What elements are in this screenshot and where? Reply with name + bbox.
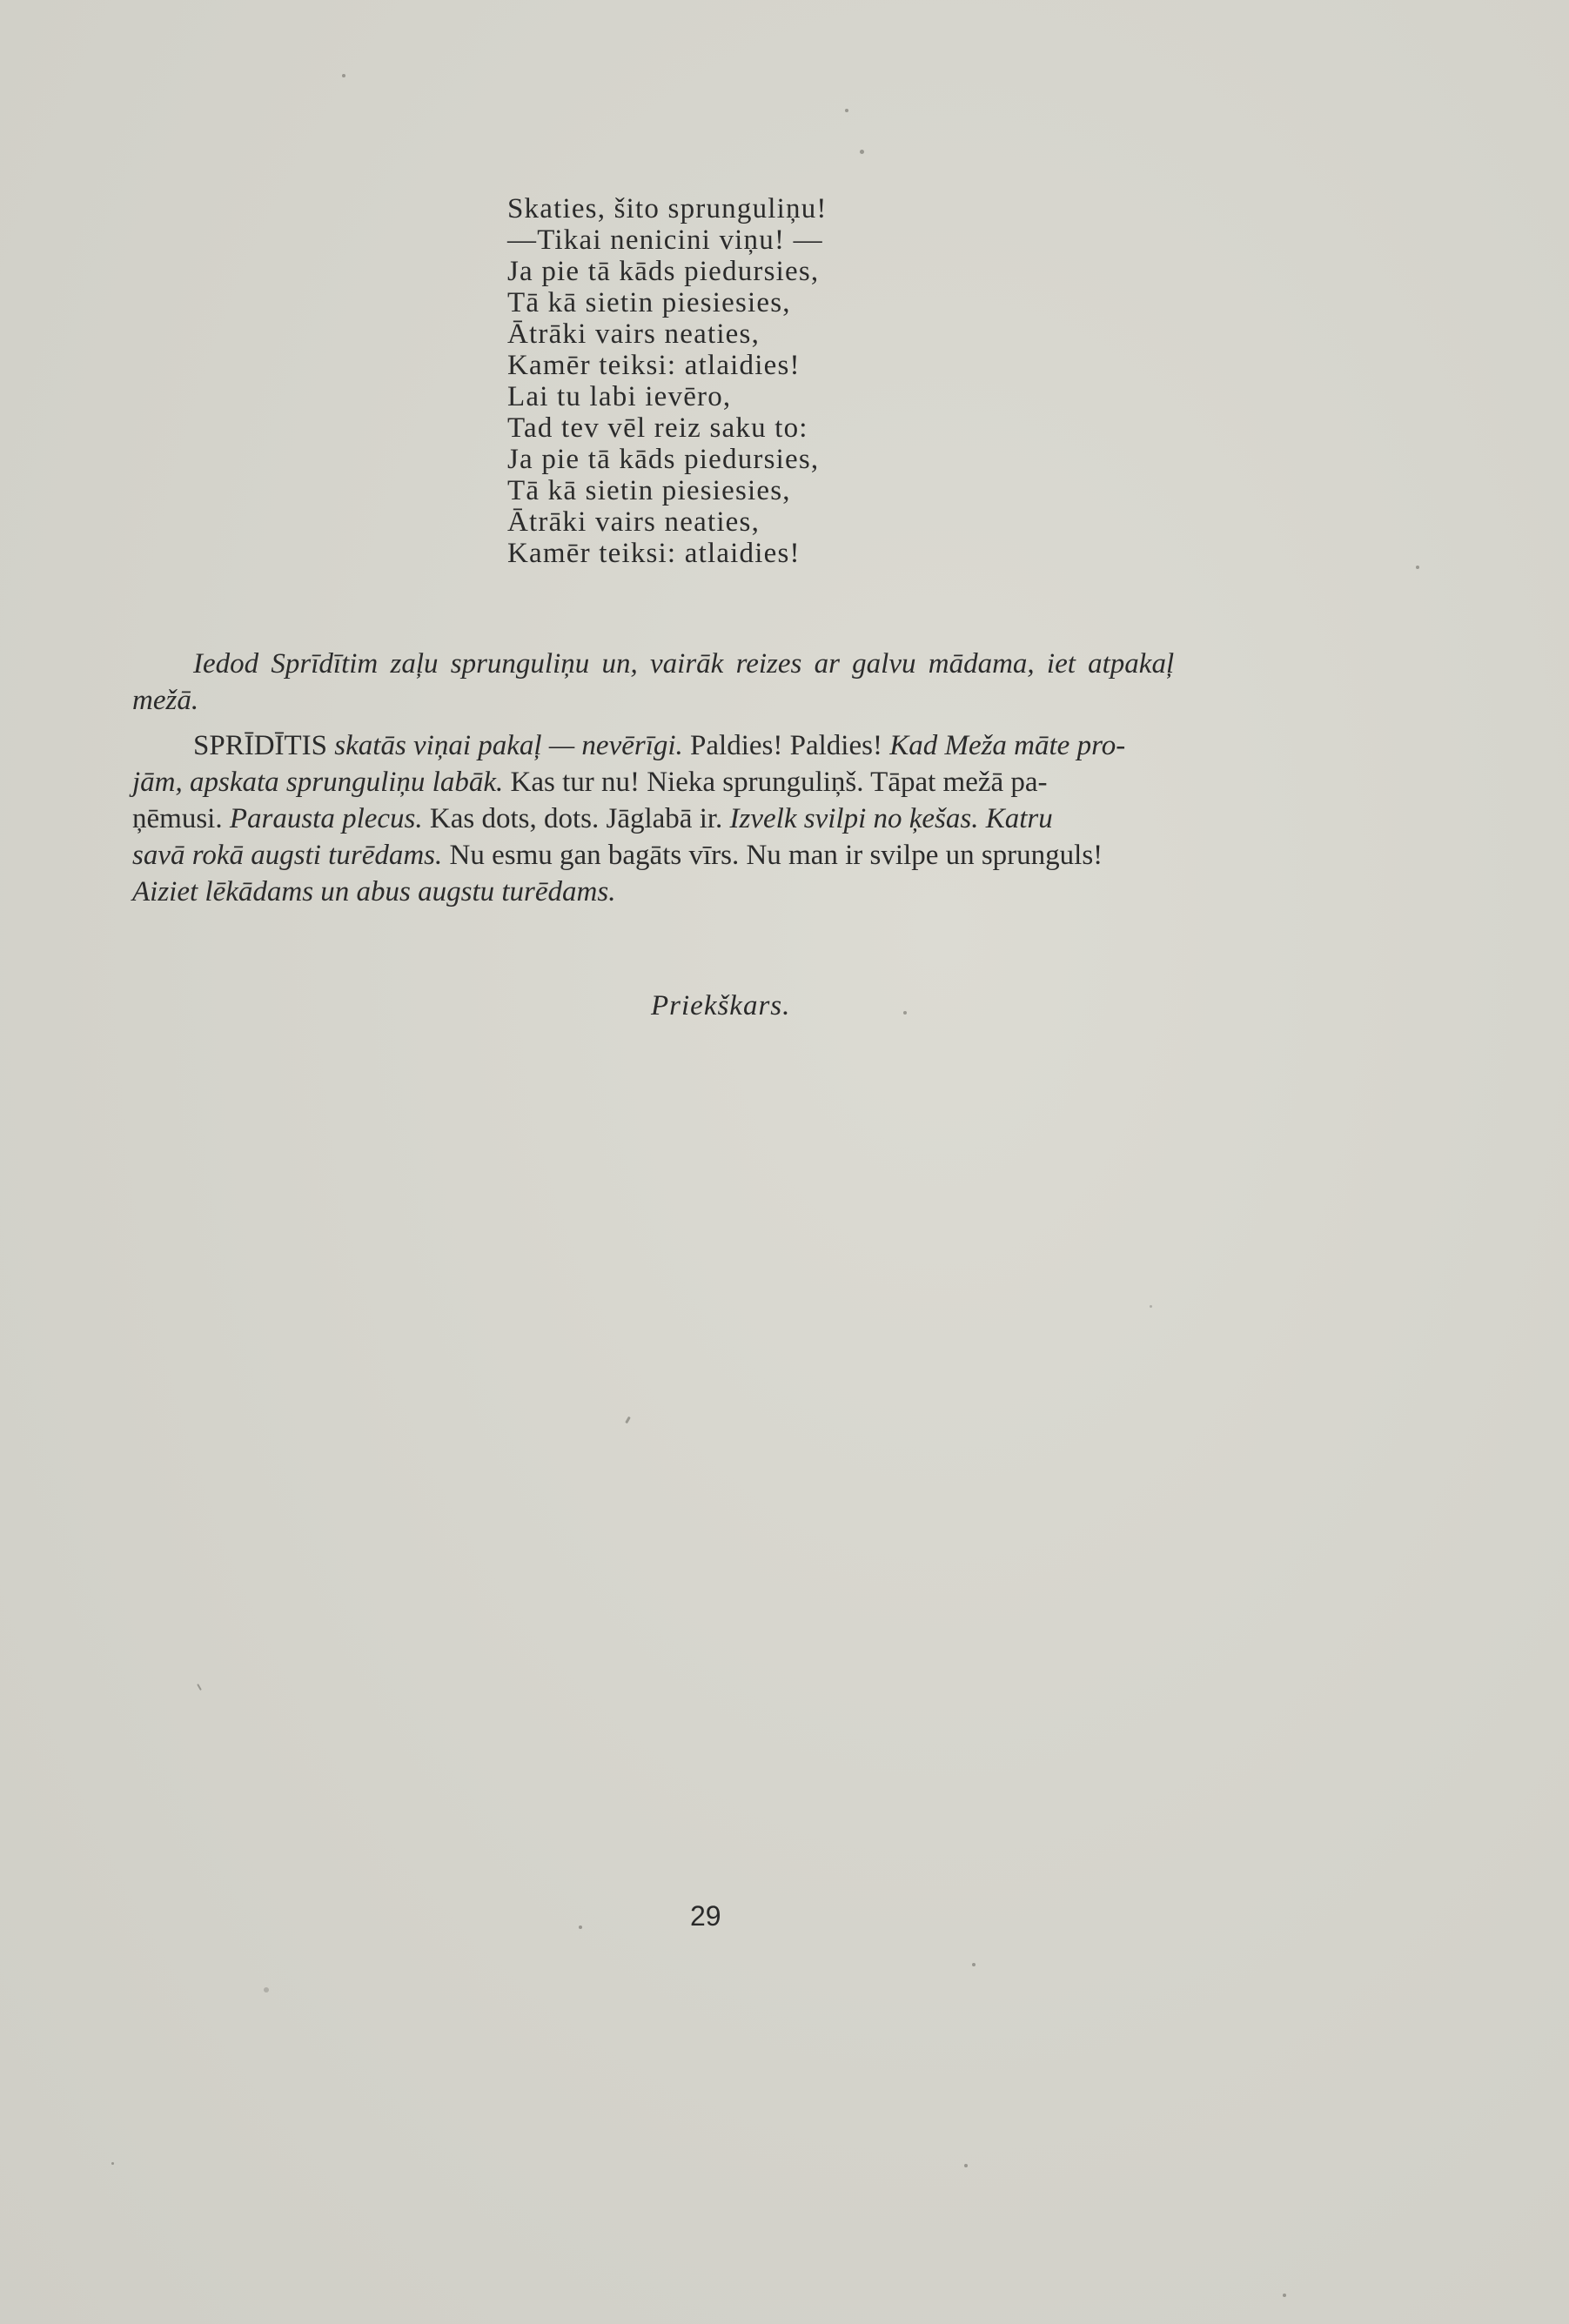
curtain-note: Priekškars. — [651, 990, 791, 1021]
paper-speck — [903, 1011, 907, 1015]
verse-line: Kamēr teiksi: atlaidies! — [507, 538, 801, 569]
verse-line: Tā kā sietin piesiesies, — [507, 287, 791, 318]
paper-speck — [579, 1926, 582, 1929]
speech-line — [132, 764, 1290, 800]
stage-remark: Aiziet lēkādams un abus augstu turēdams. — [132, 876, 616, 907]
paper-speck — [197, 1684, 202, 1691]
paper-speck — [860, 150, 864, 154]
verse-line: Lai tu labi ievēro, — [507, 381, 732, 412]
paper-speck — [1150, 1305, 1152, 1308]
verse-line: Skaties, šito sprunguliņu! — [507, 193, 828, 224]
speech-line — [132, 837, 1290, 874]
spoken-text: Nu esmu gan bagāts vīrs. Nu man ir svilpe un sprunguls! — [449, 840, 1103, 871]
stage-remark: Parausta plecus. — [229, 803, 423, 834]
paper-speck — [625, 1417, 631, 1423]
stage-remark: Kad Meža māte pro- — [889, 730, 1126, 761]
speech-line — [132, 727, 1290, 764]
paper-speck — [342, 74, 345, 77]
verse-line: Ja pie tā kāds piedursies, — [507, 256, 820, 287]
paper-speck — [972, 1963, 976, 1966]
character-speech — [132, 727, 1290, 910]
speech-line — [132, 800, 1290, 837]
verse-line: —Tikai nenicini viņu! — — [507, 224, 823, 256]
speech-line — [132, 874, 1290, 910]
stage-direction-line: Iedod Sprīdītim zaļu sprunguliņu un, vairāk reizes ar galvu mādama, iet atpakaļ — [193, 648, 1175, 680]
spoken-text: Kas dots, dots. Jāglabā ir. — [429, 803, 723, 834]
stage-remark: Izvelk svilpi no ķešas. Katru — [729, 803, 1053, 834]
paper-speck — [1416, 566, 1419, 569]
spoken-text: Paldies! Paldies! — [690, 730, 882, 761]
stage-remark: skatās viņai pakaļ — nevērīgi. — [334, 730, 683, 761]
verse-line: Ātrāki vairs neaties, — [507, 318, 761, 350]
paper-speck — [1283, 2294, 1286, 2297]
stage-remark: savā rokā augsti turēdams. — [132, 840, 443, 871]
paper-speck — [111, 2162, 114, 2165]
paper-speck — [264, 1987, 269, 1992]
spoken-text: ņēmusi. — [132, 803, 223, 834]
stage-direction-line: mežā. — [132, 685, 199, 716]
stage-remark: jām, apskata sprunguliņu labāk. — [132, 767, 504, 798]
song-verse — [507, 193, 1204, 569]
speaker-name: SPRĪDĪTIS — [193, 730, 328, 761]
spoken-text: Kas tur nu! Nieka sprunguliņš. Tāpat mežā pa- — [510, 767, 1048, 798]
verse-line: Kamēr teiksi: atlaidies! — [507, 350, 801, 381]
verse-line: Ātrāki vairs neaties, — [507, 506, 761, 538]
stage-direction — [132, 646, 1316, 719]
paper-speck — [964, 2164, 968, 2167]
verse-line: Tā kā sietin piesiesies, — [507, 475, 791, 506]
verse-line: Tad tev vēl reiz saku to: — [507, 412, 808, 444]
paper-speck — [845, 109, 848, 112]
verse-line: Ja pie tā kāds piedursies, — [507, 444, 820, 475]
page-number: 29 — [690, 1900, 721, 1932]
